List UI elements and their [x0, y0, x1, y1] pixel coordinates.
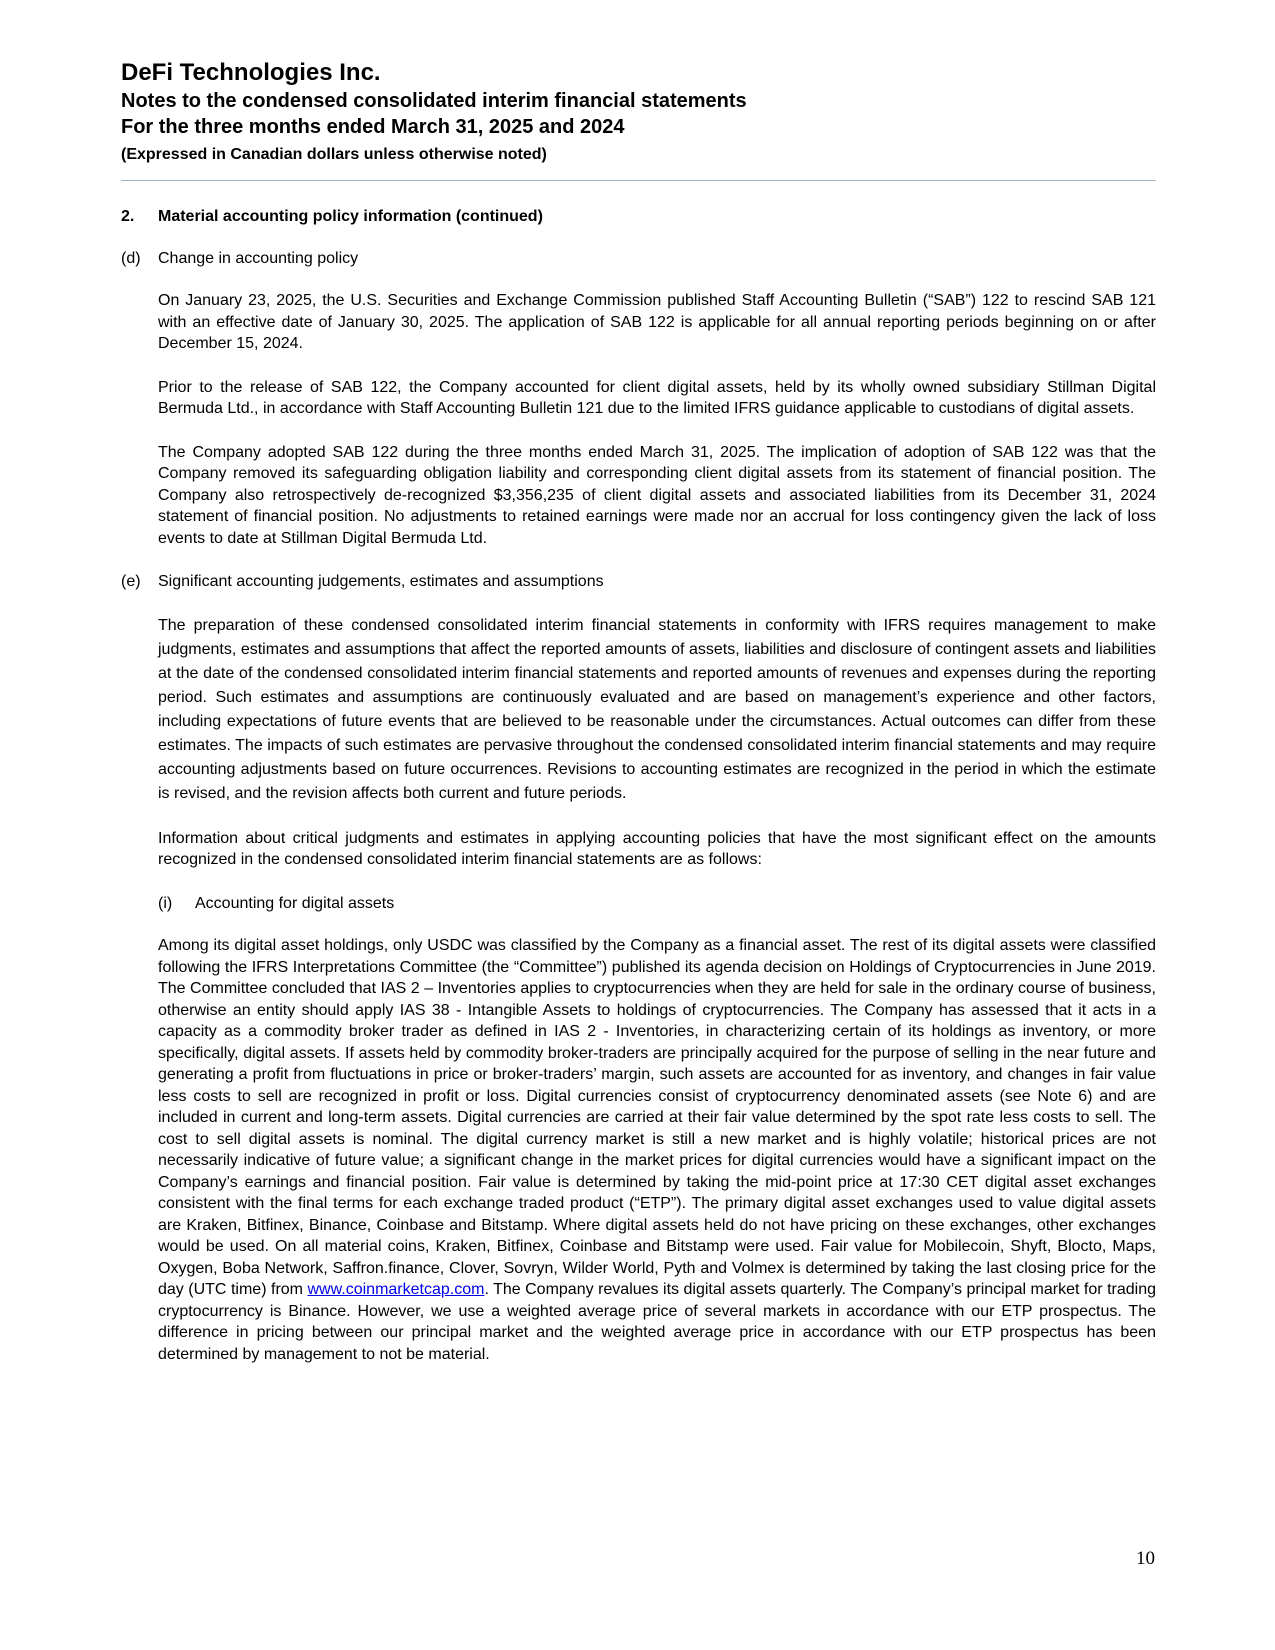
notes-title: Notes to the condensed consolidated interim financial statements: [121, 90, 747, 112]
document-body: [121, 206, 1156, 1387]
subsection-d-title: Change in accounting policy: [158, 249, 359, 267]
paragraph-sab-122: On January 23, 2025, the U.S. Securities and Exchange Commission published Staff Accounting Bulletin (“SAB”) 122 to rescind SAB 121 with an effective date of January 30, 2025. The application of SAB 122 is applicable for all annual reporting periods beginning on or after December 15, 2024.: [158, 292, 1156, 352]
subsection-i-label: (i): [158, 894, 173, 912]
subsection-d-heading: [121, 248, 1156, 270]
paragraph-digital-assets: [158, 935, 1156, 1365]
section-heading: [121, 206, 1156, 228]
digital-assets-text-continued: . The Company revalues its digital assets quarterly. The Company’s principal market for trading cryptocurrency is Binance. However, we use a weighted average price of several markets in accordance with our ETP prospectus. The difference in pricing between our principal market and the weighted average price in accordance with our ETP prospectus has been determined by management to not be material.: [158, 1281, 1157, 1363]
coinmarketcap-link[interactable]: www.coinmarketcap.com: [307, 1281, 485, 1298]
paragraph-adoption: The Company adopted SAB 122 during the three months ended March 31, 2025. The implication of adoption of SAB 122 was that the Company removed its safeguarding obligation liability and corresponding client digital assets from its statement of financial position. The Company also retrospectively de-recognized $3,356,235 of client digital assets and associated liabilities from its December 31, 2024 statement of financial position. No adjustments to retained earnings were made nor an accrual for loss contingency given the lack of loss events to date at Stillman Digital Bermuda Ltd.: [158, 443, 1156, 547]
section-title: Material accounting policy information (continued): [158, 208, 543, 225]
subsection-e-label: (e): [121, 573, 141, 590]
digital-assets-text: Among its digital asset holdings, only USDC was classified by the Company as a financial asset. The rest of its digital assets were classified following the IFRS Interpretations Committee (the “Committee”) published its agenda decision on Holdings of Cryptocurrencies in June 2019. The Committee concluded that IAS 2 – Inventories applies to cryptocurrencies when they are held for sale in the ordinary course of business, otherwise an entity should apply IAS 38 - Intangible Assets to holdings of cryptocurrencies. The Company has assessed that it acts in a capacity as a commodity broker trader as defined in IAS 2 - Inventories, in characterizing certain of its holdings as inventory, or more specifically, digital assets. If assets held by commodity broker-traders are principally acquired for the purpose of selling in the near future and generating a profit from fluctuations in price or broker-traders’ margin, such assets are accounted for as inventory, and changes in fair value less costs to sell are recognized in profit or loss. Digital currencies consist of cryptocurrency denominated assets (see Note 6) and are included in current and long-term assets. Digital currencies are carried at their fair value determined by the spot rate less costs to sell. The cost to sell digital assets is nominal. The digital currency market is still a new market and is highly volatile; historical prices are not necessarily indicative of future value; a significant change in the market prices for digital currencies would have a significant impact on the Company’s earnings and financial position. Fair value is determined by taking the mid-point price at 17:30 CET digital asset exchanges consistent with the final terms for each exchange traded product (“ETP”). The primary digital asset exchanges used to value digital assets are Kraken, Bitfinex, Binance, Coinbase and Bitstamp. Where digital assets held do not have pricing on these exchanges, other exchanges would be used. On all material coins, Kraken, Bitfinex, Coinbase and Bitstamp were used. Fair value for Mobilecoin, Shyft, Blocto, Maps, Oxygen, Boba Network, Saffron.finance, Clover, Sovryn, Wilder World, Pyth and Volmex is determined by taking the last closing price for the day (UTC time) from: [158, 937, 1156, 1298]
document-header: [121, 58, 1156, 166]
period-title: For the three months ended March 31, 2025 and 2024: [121, 116, 625, 138]
subsection-i-heading: [158, 893, 1156, 915]
company-name: DeFi Technologies Inc.: [121, 59, 381, 86]
subsection-i-title: Accounting for digital assets: [195, 894, 395, 912]
section-number: 2.: [121, 208, 135, 225]
paragraph-preparation: The preparation of these condensed consolidated interim financial statements in conformity with IFRS requires management to make judgments, estimates and assumptions that affect the reported amounts of assets, liabilities and disclosure of contingent assets and liabilities at the date of the condensed consolidated interim financial statements and reported amounts of revenues and expenses during the reporting period. Such estimates and assumptions are continuously evaluated and are based on management’s experience and other factors, including expectations of future events that are believed to be reasonable under the circumstances. Actual outcomes can differ from these estimates. The impacts of such estimates are pervasive throughout the condensed consolidated interim financial statements and may require accounting adjustments based on future occurrences. Revisions to accounting estimates are recognized in the period in which the estimate is revised, and the revision affects both current and future periods.: [158, 616, 1156, 802]
paragraph-critical-judgments: Information about critical judgments and estimates in applying accounting policies that have the most significant effect on the amounts recognized in the condensed consolidated interim financial statements are as follows:: [158, 829, 1156, 868]
subsection-e-heading: [121, 571, 1156, 593]
page-number: 10: [1136, 1548, 1155, 1569]
header-divider: [121, 180, 1156, 181]
subsection-d-label: (d): [121, 249, 141, 267]
currency-note: (Expressed in Canadian dollars unless otherwise noted): [121, 146, 547, 163]
paragraph-prior-release: Prior to the release of SAB 122, the Company accounted for client digital assets, held by its wholly owned subsidiary Stillman Digital Bermuda Ltd., in accordance with Staff Accounting Bulletin 121 due to the limited IFRS guidance applicable to custodians of digital assets.: [158, 378, 1156, 417]
subsection-e-title: Significant accounting judgements, estimates and assumptions: [158, 573, 604, 590]
